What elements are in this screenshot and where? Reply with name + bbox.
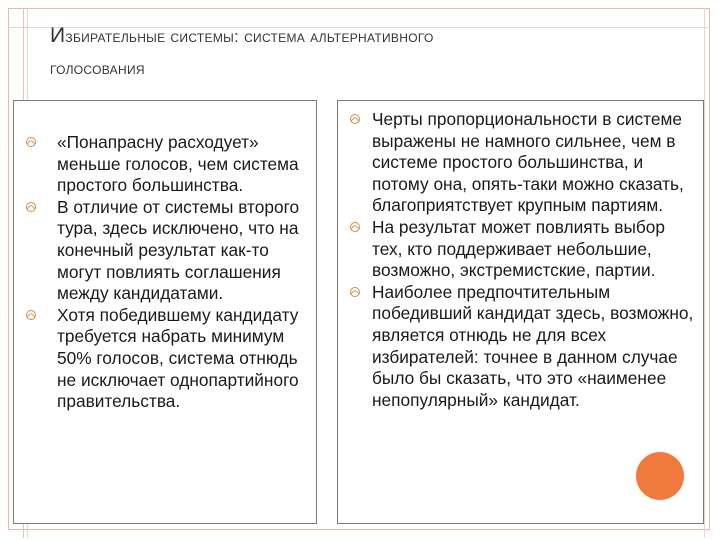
bullet-icon: [348, 285, 362, 299]
right-bullet-list: [346, 109, 698, 411]
bullet-icon: [24, 200, 38, 214]
decorative-circle: [636, 452, 684, 500]
list-item-text: Наиболее предпочтительным победивший кандидат здесь, возможно, является отнюдь не для всех избирателей: точнее в данном случае было бы сказать, что это «наименее непопулярный» кандидат.: [372, 281, 694, 410]
bullet-icon: [24, 308, 38, 322]
slide-title: [50, 20, 700, 85]
list-item-text: В отличие от системы второго тура, здесь исключено, что на конечный результат как-то могут повлиять соглашения между кандидатами.: [57, 196, 300, 304]
decorative-rule: [704, 8, 705, 538]
title-initial: И: [50, 24, 66, 47]
list-item: [22, 305, 312, 413]
bullet-icon: [348, 112, 362, 126]
bullet-icon: [24, 135, 38, 149]
title-line2: голосования: [50, 59, 145, 78]
list-item: [22, 197, 312, 305]
title-line1: збирательные системы: система альтернативного: [65, 27, 434, 46]
left-panel: [13, 100, 317, 524]
list-item-text: Черты пропорциональности в системе выражены не намного сильнее, чем в системе простого большинства, и потому она, опять-таки можно сказать, благоприятствует крупным партиям.: [372, 109, 684, 216]
list-item: [346, 282, 698, 412]
list-item-text: Хотя победившему кандидату требуется набрать минимум 50% голосов, система отнюдь не исключает однопартийного правительства.: [57, 304, 299, 412]
bullet-icon: [348, 220, 362, 234]
list-item-text: «Понапрасну расходует» меньше голосов, чем система простого большинства.: [57, 132, 299, 196]
left-bullet-list: [22, 132, 312, 413]
list-item-text: На результат может повлиять выбор тех, кто поддерживает небольшие, возможно, экстремистские, партии.: [372, 216, 666, 281]
list-item: [22, 132, 312, 197]
list-item: [346, 217, 698, 282]
list-item: [346, 109, 698, 217]
